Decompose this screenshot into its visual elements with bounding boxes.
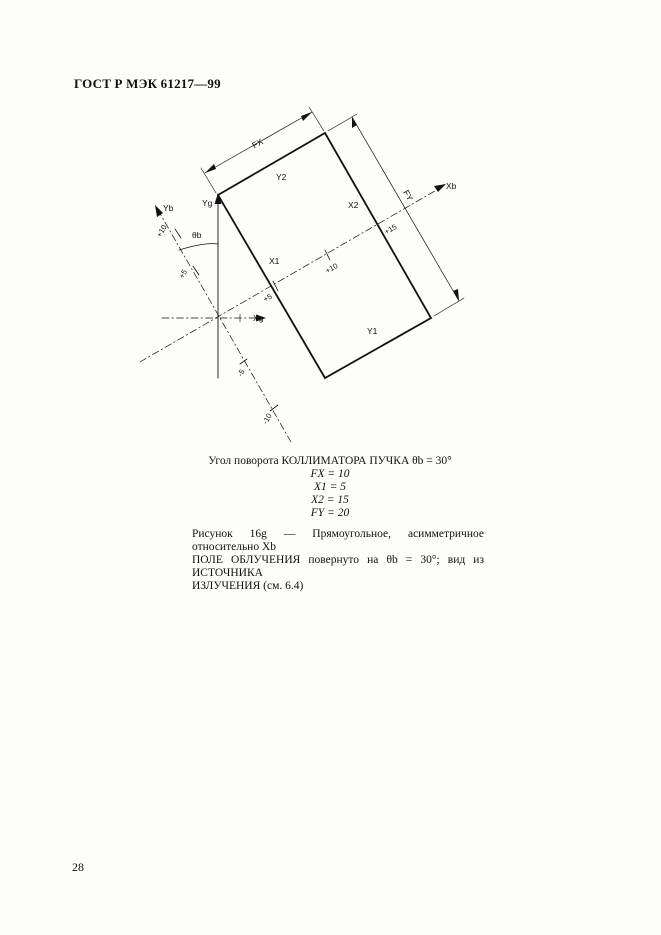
yb-tick-label-p10: +10 — [154, 223, 169, 239]
fy-label: FY — [401, 188, 416, 203]
document-header: ГОСТ Р МЭК 61217—99 — [74, 76, 221, 91]
xg-label: Xg — [253, 313, 264, 323]
figure-caption-line-3: ИЗЛУЧЕНИЯ (см. 6.4) — [192, 580, 304, 592]
yb-axis — [158, 210, 291, 442]
yb-arrowhead — [155, 205, 163, 217]
fx-arrow-left — [205, 164, 216, 173]
yb-tick-p5 — [193, 266, 199, 275]
fy-value-line: FY = 20 — [310, 507, 350, 519]
fx-arrow-right — [301, 112, 312, 121]
x2-value-line: X2 = 15 — [311, 494, 349, 506]
xb-tick-label-p5: +5 — [261, 291, 274, 304]
theta-label: θb — [192, 230, 202, 240]
x2-label: X2 — [348, 200, 359, 210]
yb-tick-p10 — [175, 229, 181, 238]
x1-value-line: X1 = 5 — [313, 481, 347, 493]
parameters-block — [150, 455, 510, 520]
y1-label: Y1 — [367, 326, 378, 336]
figure-caption-line-1: Рисунок 16g — Прямоугольное, асимметричное относительно Xb — [192, 528, 484, 553]
fx-value-line: FX = 10 — [310, 468, 350, 480]
rotation-angle-line: Угол поворота КОЛЛИМАТОРА ПУЧКА θb = 30° — [208, 455, 452, 467]
xb-arrowhead — [434, 184, 446, 192]
yb-tick-label-m5: -5 — [235, 367, 247, 378]
yb-label: Yb — [163, 203, 174, 213]
figure-caption — [192, 528, 484, 593]
yg-label: Yg — [202, 198, 213, 208]
x1-label: X1 — [269, 256, 280, 266]
fy-arrow-bottom — [453, 289, 459, 301]
theta-arc — [179, 244, 218, 250]
xb-label: Xb — [446, 181, 457, 191]
xb-tick-p10 — [325, 250, 330, 260]
yb-tick-label-p5: +5 — [177, 267, 190, 280]
y2-label: Y2 — [276, 172, 287, 182]
radiation-field — [218, 133, 431, 378]
figure-caption-line-2: ПОЛЕ ОБЛУЧЕНИЯ повернуто на θb = 30°; вид из ИСТОЧНИКА — [192, 554, 484, 579]
fx-ext-left — [201, 168, 216, 193]
xb-tick-label-p10: +10 — [323, 261, 340, 276]
fx-ext-right — [309, 107, 324, 131]
fx-label: FX — [250, 136, 265, 151]
xb-tick-label-p15: +15 — [382, 222, 399, 237]
yb-tick-label-m10: -10 — [260, 411, 274, 426]
page-number: 28 — [72, 860, 84, 874]
fy-ext-bottom — [434, 298, 464, 316]
fy-arrow-top — [352, 117, 357, 128]
